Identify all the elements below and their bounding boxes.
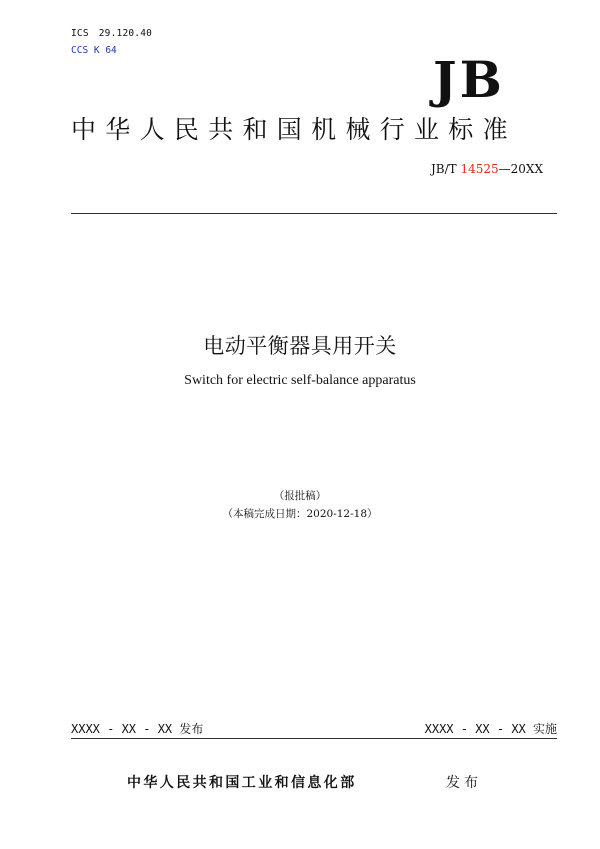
- ics-classification: [71, 28, 152, 39]
- standard-number-suffix: —20XX: [498, 162, 543, 176]
- draft-status: （报批稿）: [273, 490, 327, 502]
- ics-label: ICS: [71, 28, 89, 39]
- document-title-en: Switch for electric self-balance apparatus: [184, 373, 416, 388]
- issued-label: 发布: [446, 775, 482, 791]
- ics-code: 29.120.40: [98, 28, 153, 39]
- jb-logo: JB: [433, 50, 505, 109]
- standard-number: [431, 162, 543, 176]
- completion-date: （本稿完成日期：2020-12-18）: [222, 508, 378, 520]
- standard-number-highlight: 14525: [460, 162, 499, 176]
- header-divider: [71, 213, 557, 214]
- implement-date: XXXX - XX - XX 实施: [424, 722, 557, 736]
- footer-divider: [71, 738, 557, 739]
- publish-date: XXXX - XX - XX 发布: [71, 722, 204, 736]
- standard-category-title: 中华人民共和国机械行业标准: [71, 115, 517, 144]
- issuing-authority: 中华人民共和国工业和信息化部: [127, 775, 357, 791]
- standard-number-prefix: JB/T: [430, 162, 461, 176]
- document-title-zh: 电动平衡器具用开关: [203, 334, 397, 358]
- ccs-classification: CCS K 64: [71, 45, 117, 56]
